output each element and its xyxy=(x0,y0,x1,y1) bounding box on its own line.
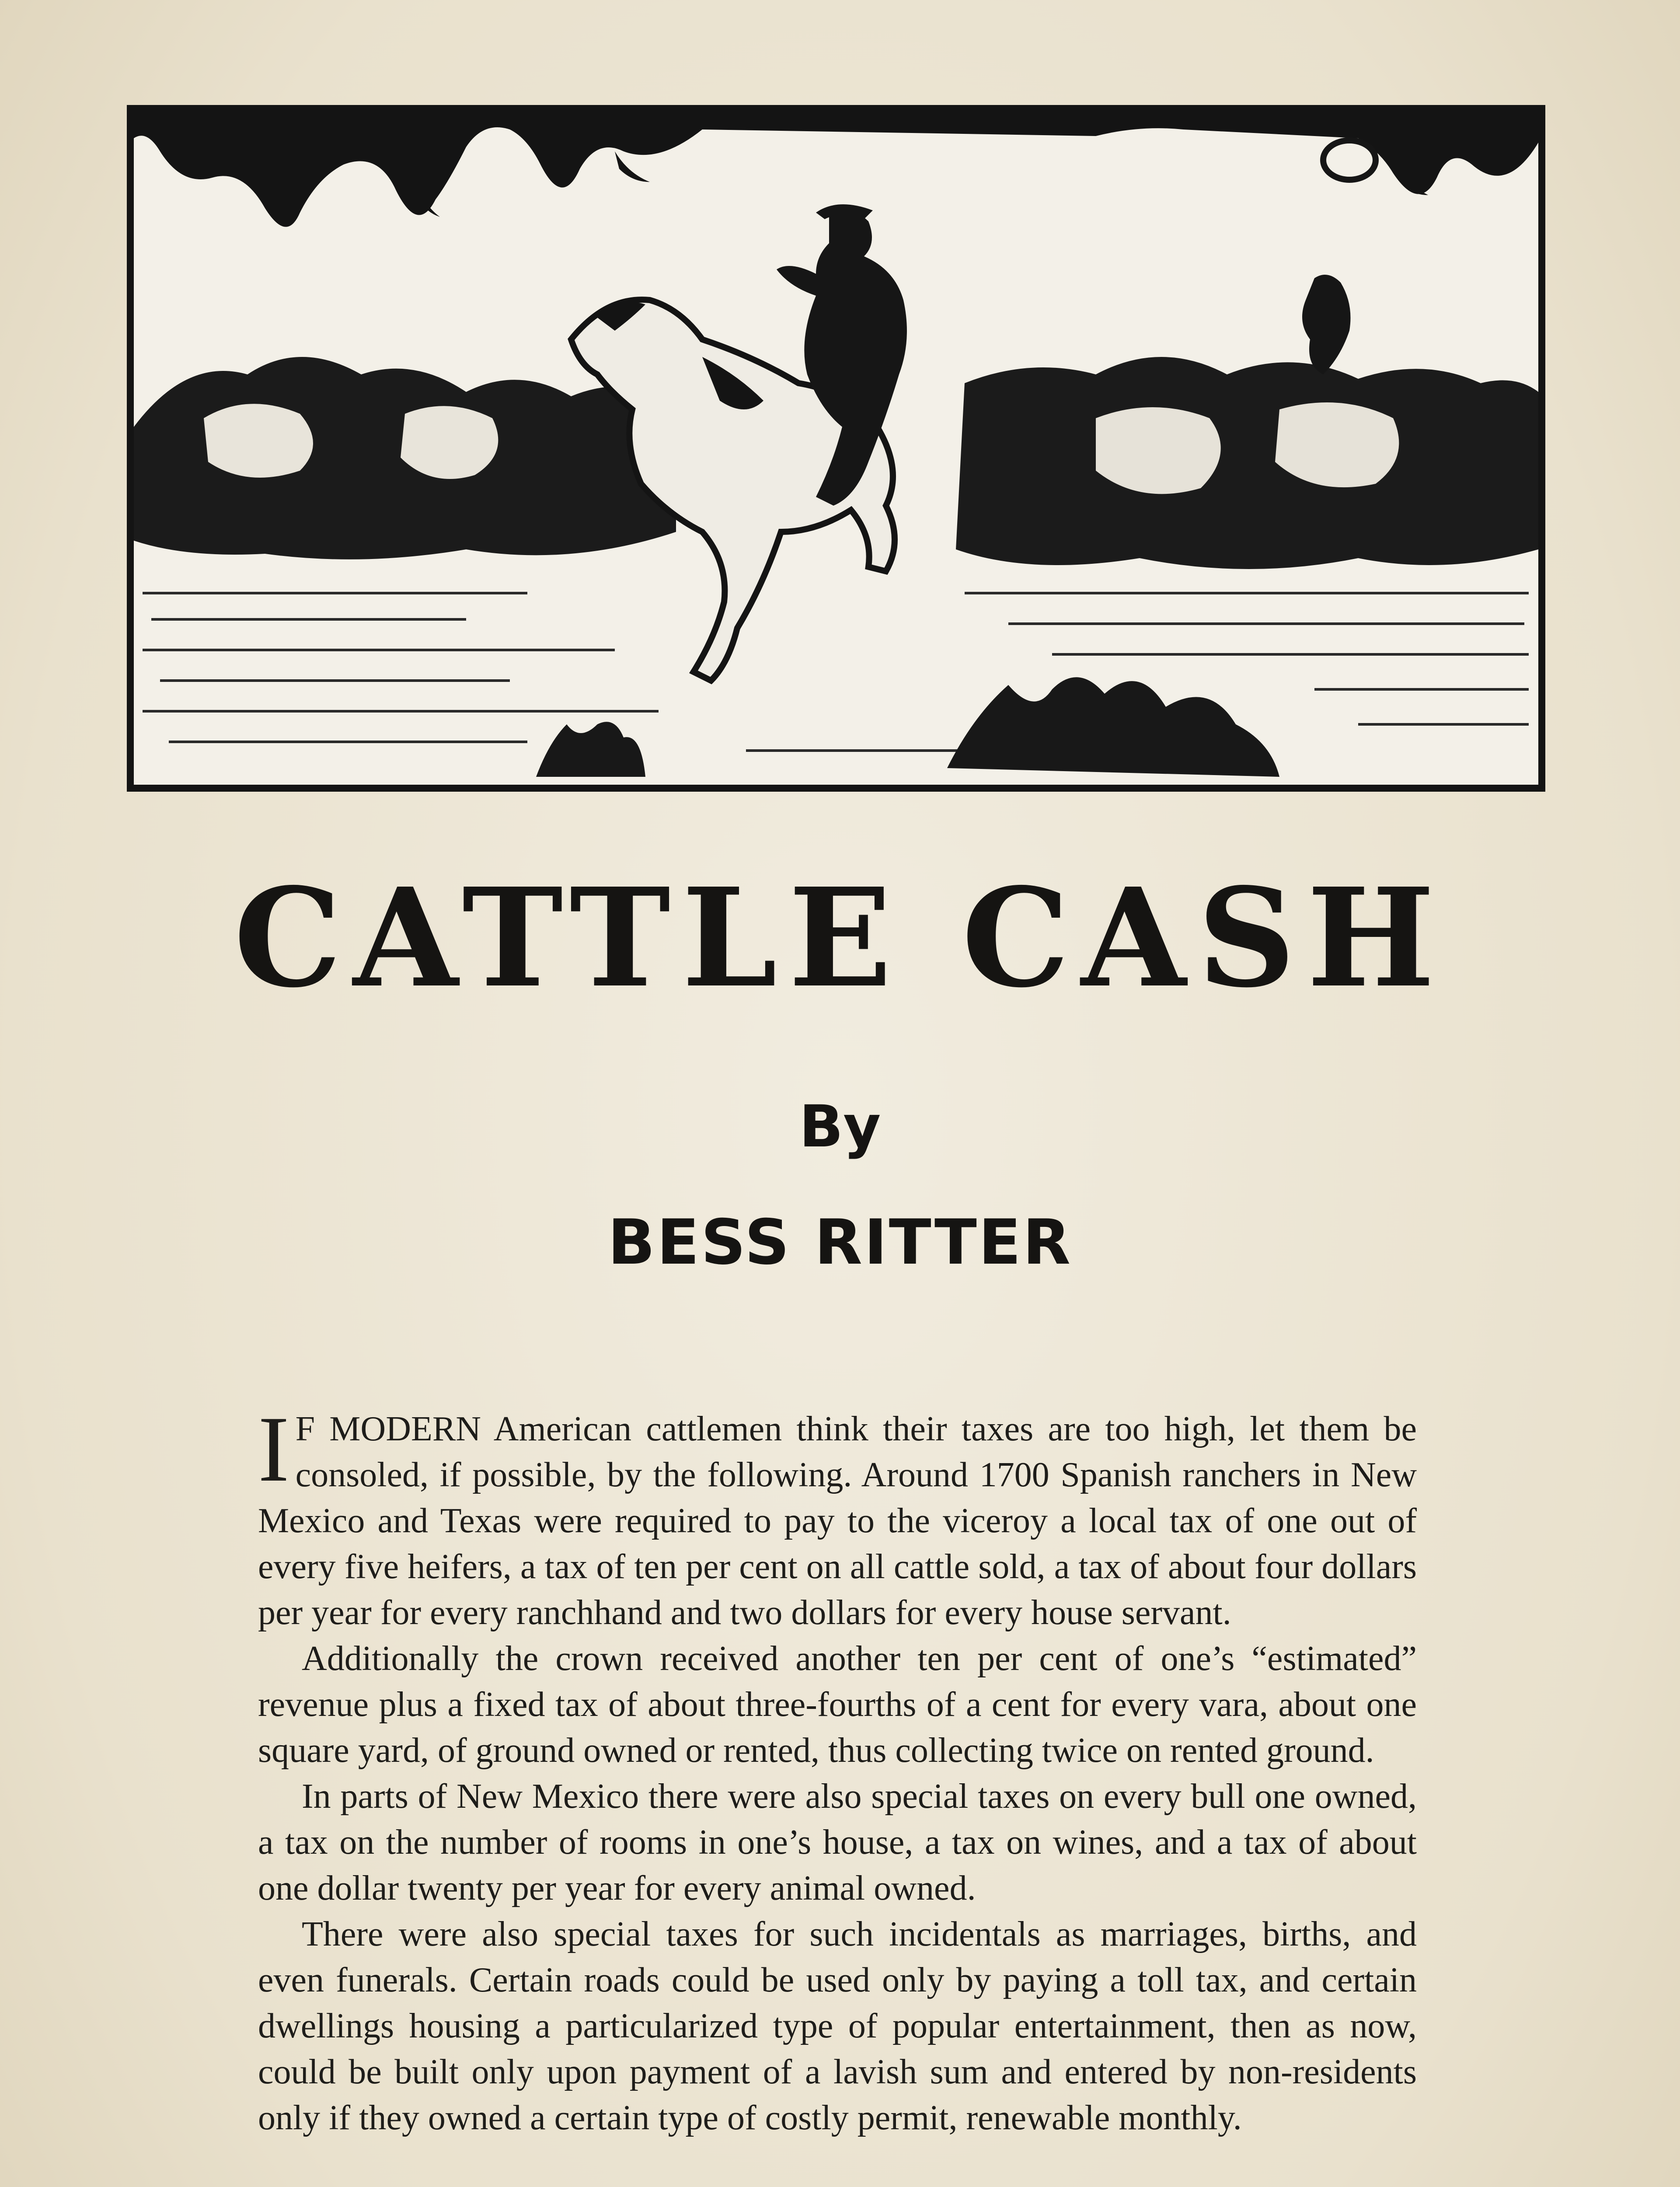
author-name: BESS RITTER xyxy=(607,1206,1073,1279)
cowboy-herding-cattle-drawing xyxy=(134,112,1538,785)
drop-cap: I xyxy=(258,1397,289,1501)
paragraph-3: In parts of New Mexico there were also special taxes on every bull one owned, a tax on the number of rooms in one’s house, a tax on wines, and a tax of about one dollar twenty per year for every animal owned. xyxy=(258,1777,1417,1908)
byline-by: By xyxy=(799,1093,881,1160)
paragraph-1-text: F MODERN American cattlemen think their taxes are too high, let them be consoled, if possible, by the following. Around 1700 Spanish ranchers in New Mexico and Texas were required to pay to the viceroy a local tax of one out of every five heifers, a tax of ten per cent on all cattle sold, a tax of about four dollars per year for every ranchhand and two dollars for every house servant. xyxy=(258,1410,1417,1632)
paragraph-1 xyxy=(258,1397,1417,1636)
paragraph-4: There were also special taxes for such incidentals as marriages, births, and even funerals. Certain roads could be used only by paying a toll tax, and certain dwellings housing a particularized type of popular entertainment, then as now, could be built only upon payment of a lavish sum and entered by non-residents only if they owned a certain type of costly permit, renewable monthly. xyxy=(258,1915,1417,2137)
article-body xyxy=(258,1397,1417,2141)
article-title: CATTLE CASH xyxy=(234,859,1446,1018)
cattle-drive-illustration xyxy=(127,105,1545,792)
paragraph-2: Additionally the crown received another ten per cent of one’s “estimated” revenue plus a fixed tax of about three-fourths of a cent for every vara, about one square yard, of ground owned or rented, thus collecting twice on rented ground. xyxy=(258,1639,1417,1770)
